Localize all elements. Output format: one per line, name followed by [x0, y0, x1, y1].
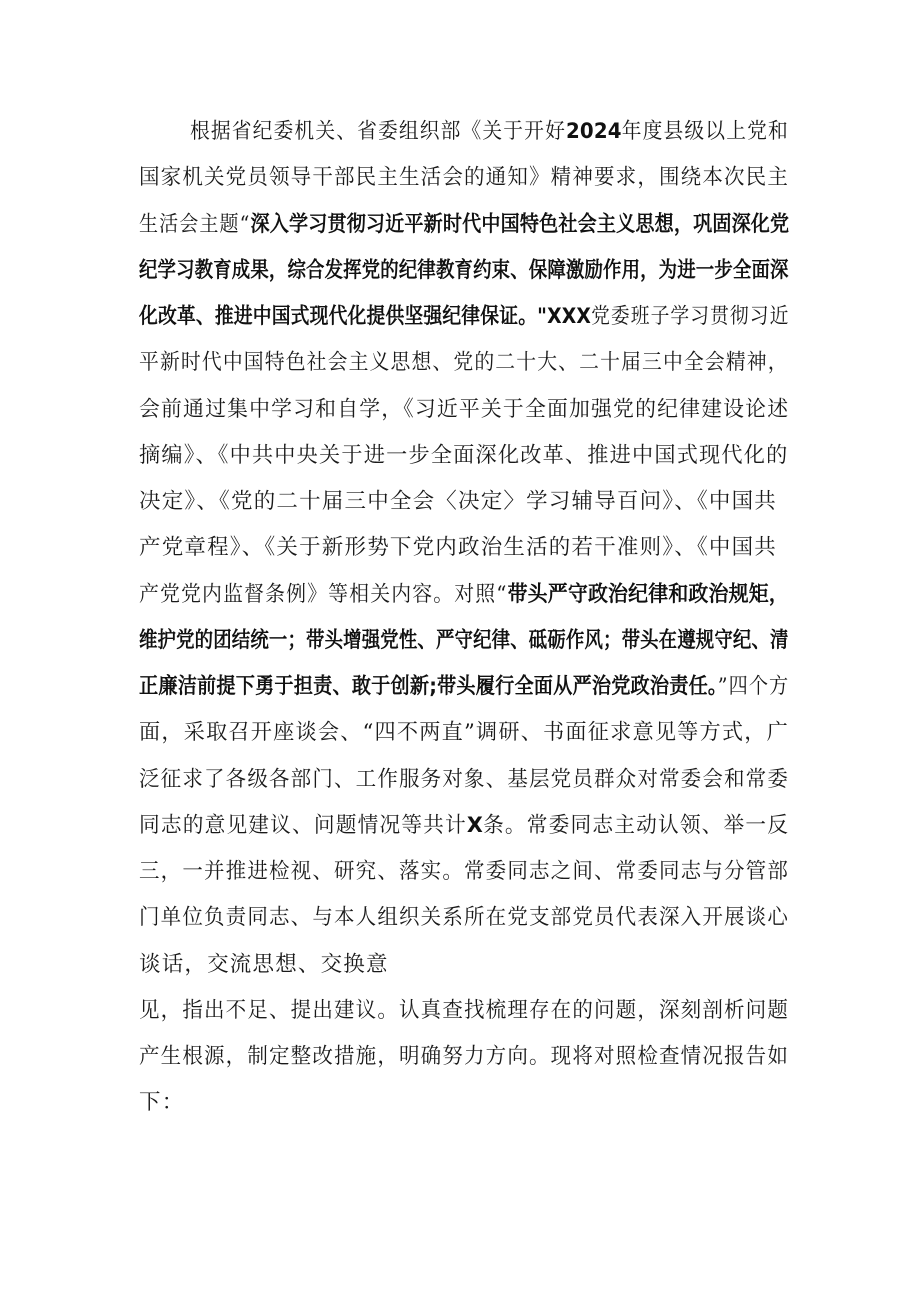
body-text: 条。常委同志主动认领、举一反 — [483, 813, 790, 838]
paragraph-line — [139, 667, 790, 707]
body-text: 平新时代中国特色社会主义思想、党的二十大、二十届三中全会精神， — [139, 350, 789, 375]
body-text: 年度县级以上党和 — [621, 119, 789, 144]
emphasized-text: 维护党的团结统一；带头增强党性、严守纪律、砥砺作风；带头在遵规守纪、清 — [139, 628, 789, 653]
paragraph-line — [139, 251, 789, 291]
paragraph-line — [139, 760, 790, 800]
paragraph-line — [139, 852, 790, 892]
paragraph-line — [139, 806, 790, 846]
paragraph-line — [139, 1037, 790, 1077]
paragraph-line — [139, 713, 789, 753]
body-text: 国家机关党员领导干部民主生活会的通知》精神要求，围绕本次民主 — [139, 165, 790, 190]
emphasized-text: X — [466, 813, 484, 838]
emphasized-text: 带头严守政治纪律和政治规矩， — [507, 582, 789, 607]
emphasized-text: 纪学习教育成果，综合发挥党的纪律教育约束、保障激励作用，为进一步全面深 — [139, 258, 789, 283]
body-text: 产党党内监督条例》等相关内容。对照“ — [139, 582, 508, 607]
body-text: 会前通过集中学习和自学，《习近平关于全面加强党的纪律建设论述 — [139, 397, 790, 422]
paragraph-line — [139, 297, 790, 337]
body-text: 面，采取召开座谈会、“四不两直”调研、书面征求意见等方式，广 — [139, 720, 789, 745]
body-text: 谈话，交流思想、交换意 — [139, 952, 389, 977]
paragraph-line — [139, 575, 789, 615]
paragraph-line — [139, 482, 789, 522]
paragraph-line — [190, 112, 788, 152]
emphasized-text: 2024 — [565, 119, 622, 144]
emphasized-text: 正廉洁前提下勇于担责、敢于创新;带头履行全面从严治党政治责任。 — [139, 674, 718, 699]
paragraph-line — [139, 621, 789, 661]
paragraph-line — [139, 1083, 789, 1123]
body-text: 见，指出不足、提出建议。认真查找梳理存在的问题，深刻剖析问题 — [139, 998, 790, 1023]
paragraph-line — [139, 945, 789, 985]
paragraph-line — [139, 343, 789, 383]
body-text: 三，一并推进检视、研究、落实。常委同志之间、常委同志与分管部 — [139, 859, 790, 884]
body-text: 产党章程》、《关于新形势下党内政治生活的若干准则》、《中国共 — [139, 535, 778, 560]
paragraph-line — [139, 158, 790, 198]
body-text: 决定》、《党的二十届三中全会〈决定〉学习辅导百问》、《中国共 — [139, 489, 778, 514]
paragraph-line — [139, 205, 790, 245]
paragraph-line — [139, 390, 790, 430]
body-text: 党委班子学习贯彻习近 — [591, 304, 790, 329]
body-text: 泛征求了各级各部门、工作服务对象、基层党员群众对常委会和常委 — [139, 767, 790, 792]
body-text: 下： — [139, 1090, 185, 1115]
body-text: 生活会主题“ — [139, 212, 251, 237]
paragraph-line — [139, 898, 790, 938]
emphasized-text: 化改革、推进中国式现代化提供坚强纪律保证。"XXX — [139, 304, 592, 329]
paragraph-line — [139, 528, 789, 568]
body-text: 门单位负责同志、与本人组织关系所在党支部党员代表深入开展谈心 — [139, 905, 790, 930]
body-text: 产生根源，制定整改措施，明确努力方向。现将对照检查情况报告如 — [139, 1044, 790, 1069]
paragraph-line — [139, 991, 790, 1031]
body-text: ”四个方 — [717, 674, 790, 699]
body-text: 摘编》、《中共中央关于进一步全面深化改革、推进中国式现代化的 — [139, 443, 789, 468]
body-text: 同志的意见建议、问题情况等共计 — [139, 813, 467, 838]
body-text: 根据省纪委机关、省委组织部《关于开好 — [190, 119, 566, 144]
emphasized-text: 深入学习贯彻习近平新时代中国特色社会主义思想，巩固深化党 — [250, 212, 790, 237]
paragraph-line — [139, 436, 789, 476]
